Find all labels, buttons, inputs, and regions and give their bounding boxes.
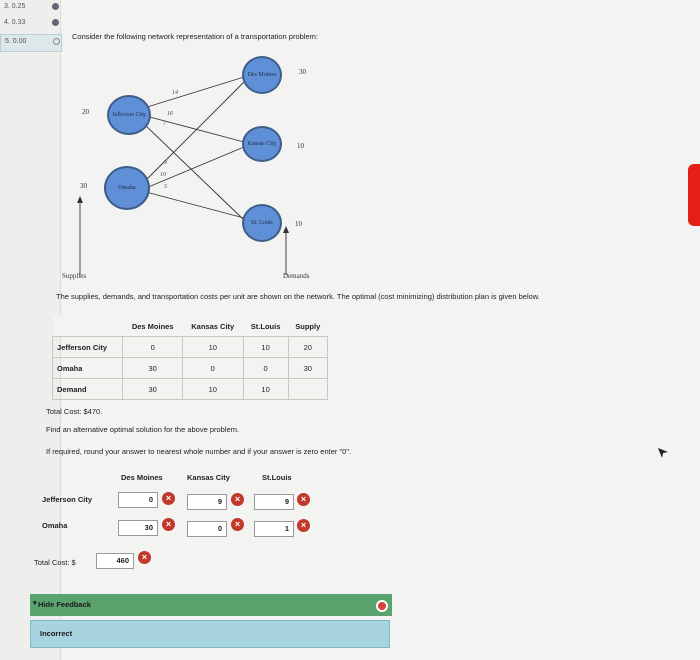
arrow-head-icon bbox=[77, 196, 83, 203]
status-dot-icon bbox=[52, 19, 59, 26]
network-diagram bbox=[60, 50, 320, 290]
alt-column-header: Des Moines bbox=[121, 473, 163, 482]
edge-om-sl bbox=[146, 192, 244, 218]
edge-jc-dm bbox=[144, 77, 244, 108]
alt-input-jc-dm[interactable]: 0 bbox=[118, 492, 158, 508]
question-nav-item[interactable] bbox=[0, 0, 60, 16]
table-cell: 30 bbox=[288, 358, 327, 379]
alt-input-om-dm[interactable]: 30 bbox=[118, 520, 158, 536]
feedback-indicator-icon bbox=[376, 600, 388, 612]
table-cell: 10 bbox=[243, 337, 288, 358]
incorrect-icon: × bbox=[138, 551, 151, 564]
arrow-head-icon bbox=[283, 226, 289, 233]
table-cell: 10 bbox=[182, 379, 243, 400]
incorrect-icon: × bbox=[231, 518, 244, 531]
column-header bbox=[53, 316, 123, 337]
row-header: Omaha bbox=[53, 358, 123, 379]
edge-cost: 16 bbox=[167, 111, 173, 117]
problem-description: The supplies, demands, and transportation costs per unit are shown on the network. The optimal (cost minimizing) distribution plan is given below. bbox=[56, 292, 540, 301]
edge-cost: 5 bbox=[164, 184, 167, 190]
question-score: 4. 0.33 bbox=[4, 19, 26, 26]
supply-value: 20 bbox=[82, 108, 89, 116]
solution-table bbox=[52, 316, 328, 400]
table-cell: 10 bbox=[243, 379, 288, 400]
alt-column-header: Kansas City bbox=[187, 473, 230, 482]
alt-input-jc-kc[interactable]: 9 bbox=[187, 494, 227, 510]
feedback-panel bbox=[30, 620, 390, 648]
table-cell: 10 bbox=[182, 337, 243, 358]
incorrect-icon: × bbox=[162, 492, 175, 505]
table-cell: 20 bbox=[288, 337, 327, 358]
alt-total-cost-label: Total Cost: $ bbox=[34, 558, 76, 567]
question-nav-item-active[interactable] bbox=[0, 34, 62, 52]
table-row bbox=[53, 358, 328, 379]
column-header: Kansas City bbox=[182, 316, 243, 337]
incorrect-icon: × bbox=[231, 493, 244, 506]
row-header: Jefferson City bbox=[53, 337, 123, 358]
feedback-toggle-label: Hide Feedback bbox=[38, 600, 91, 609]
table-cell: 30 bbox=[123, 379, 182, 400]
table-cell bbox=[288, 379, 327, 400]
incorrect-icon: × bbox=[297, 493, 310, 506]
edge-om-kc bbox=[146, 147, 244, 188]
status-dot-icon bbox=[53, 38, 60, 45]
feedback-toggle[interactable] bbox=[30, 594, 392, 616]
edge-cost: 9 bbox=[164, 160, 167, 166]
caret-down-icon: ▾ bbox=[33, 600, 37, 607]
incorrect-icon: × bbox=[297, 519, 310, 532]
table-cell: 0 bbox=[123, 337, 182, 358]
column-header: St.Louis bbox=[243, 316, 288, 337]
node-omaha: Omaha bbox=[104, 166, 150, 210]
alt-total-cost-input[interactable]: 460 bbox=[96, 553, 134, 569]
demands-label: Demands bbox=[283, 272, 310, 280]
side-tab[interactable] bbox=[688, 164, 700, 226]
column-header: Supply bbox=[288, 316, 327, 337]
table-cell: 0 bbox=[243, 358, 288, 379]
supplies-label: Supplies bbox=[62, 272, 87, 280]
status-dot-icon bbox=[52, 3, 59, 10]
table-row bbox=[53, 379, 328, 400]
incorrect-icon: × bbox=[162, 518, 175, 531]
demand-value: 10 bbox=[295, 220, 302, 228]
instruction-text: Find an alternative optimal solution for the above problem. bbox=[46, 425, 240, 434]
table-header-row bbox=[53, 316, 328, 337]
alt-row-label: Jefferson City bbox=[42, 495, 93, 504]
rounding-note: If required, round your answer to nearest whole number and if your answer is zero enter "0". bbox=[46, 447, 352, 456]
question-score: 3. 0.25 bbox=[4, 3, 26, 10]
question-score: 5. 0.00 bbox=[5, 38, 27, 45]
alt-column-header: St.Louis bbox=[262, 473, 292, 482]
table-row bbox=[53, 337, 328, 358]
supply-value: 30 bbox=[80, 182, 87, 190]
alt-input-om-kc[interactable]: 0 bbox=[187, 521, 227, 537]
node-st-louis: St. Louis bbox=[242, 204, 282, 242]
edge-cost: 14 bbox=[172, 90, 178, 96]
question-nav-item[interactable] bbox=[0, 16, 60, 32]
column-header: Des Moines bbox=[123, 316, 182, 337]
pointer-icon bbox=[657, 447, 669, 459]
row-header: Demand bbox=[53, 379, 123, 400]
demand-value: 30 bbox=[299, 68, 306, 76]
alt-row-label: Omaha bbox=[42, 521, 68, 530]
edge-cost: 7 bbox=[163, 121, 166, 127]
table-cell: 30 bbox=[123, 358, 182, 379]
alt-input-jc-sl[interactable]: 9 bbox=[254, 494, 294, 510]
edge-jc-kc bbox=[146, 116, 244, 142]
question-prompt: Consider the following network representation of a transportation problem: bbox=[72, 32, 318, 41]
optimal-total-cost: Total Cost: $470. bbox=[46, 407, 103, 416]
feedback-status: Incorrect bbox=[40, 629, 73, 638]
alt-input-om-sl[interactable]: 1 bbox=[254, 521, 294, 537]
node-des-moines: Des Moines bbox=[242, 56, 282, 94]
node-kansas-city: Kansas City bbox=[242, 126, 282, 162]
edge-om-dm bbox=[146, 82, 244, 180]
table-cell: 0 bbox=[182, 358, 243, 379]
demand-value: 10 bbox=[297, 142, 304, 150]
node-jefferson-city: Jefferson City bbox=[107, 95, 151, 135]
edge-cost: 10 bbox=[160, 172, 166, 178]
